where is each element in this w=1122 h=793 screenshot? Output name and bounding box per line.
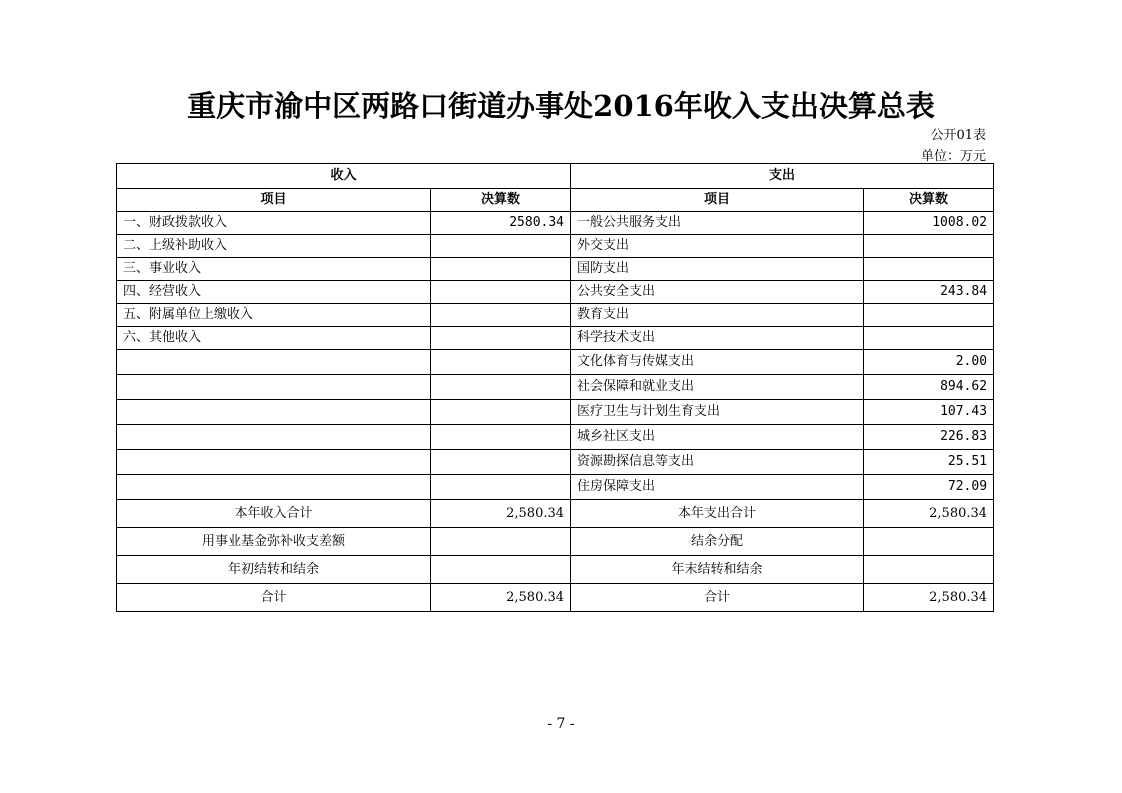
income-item bbox=[117, 375, 431, 400]
income-total-label: 年初结转和结余 bbox=[117, 556, 431, 584]
section-header-row bbox=[117, 164, 994, 189]
income-header: 收入 bbox=[117, 164, 571, 189]
income-item: 一、财政拨款收入 bbox=[117, 212, 431, 235]
expense-amount bbox=[864, 235, 994, 258]
expense-amount: 243.84 bbox=[864, 281, 994, 304]
expense-total-label: 结余分配 bbox=[571, 528, 864, 556]
income-amount bbox=[431, 450, 571, 475]
expense-amount: 894.62 bbox=[864, 375, 994, 400]
expense-item: 国防支出 bbox=[571, 258, 864, 281]
expense-item: 文化体育与传媒支出 bbox=[571, 350, 864, 375]
income-amount bbox=[431, 475, 571, 500]
expense-total-label: 合计 bbox=[571, 584, 864, 612]
expense-amount: 1008.02 bbox=[864, 212, 994, 235]
income-item bbox=[117, 450, 431, 475]
expense-item: 城乡社区支出 bbox=[571, 425, 864, 450]
column-header-row bbox=[117, 189, 994, 212]
income-amount: 2580.34 bbox=[431, 212, 571, 235]
expense-amount: 72.09 bbox=[864, 475, 994, 500]
income-amount bbox=[431, 235, 571, 258]
income-amount-header: 决算数 bbox=[431, 189, 571, 212]
income-item-header: 项目 bbox=[117, 189, 431, 212]
income-amount bbox=[431, 258, 571, 281]
expense-amount bbox=[864, 327, 994, 350]
income-total-label: 用事业基金弥补收支差额 bbox=[117, 528, 431, 556]
expense-header: 支出 bbox=[571, 164, 994, 189]
income-item: 四、经营收入 bbox=[117, 281, 431, 304]
expense-total-label: 年末结转和结余 bbox=[571, 556, 864, 584]
unit-label: 单位：万元 bbox=[920, 149, 986, 164]
income-amount bbox=[431, 281, 571, 304]
income-item: 二、上级补助收入 bbox=[117, 235, 431, 258]
income-amount bbox=[431, 425, 571, 450]
table-row bbox=[117, 350, 994, 375]
income-item bbox=[117, 350, 431, 375]
expense-amount-header: 决算数 bbox=[864, 189, 994, 212]
table-row bbox=[117, 475, 994, 500]
income-total-amount: 2,580.34 bbox=[431, 500, 571, 528]
income-amount bbox=[431, 350, 571, 375]
report-title: 重庆市渝中区两路口街道办事处2016年收入支出决算总表 bbox=[187, 89, 935, 123]
expense-item: 外交支出 bbox=[571, 235, 864, 258]
page-number: - 7 - bbox=[547, 716, 575, 732]
form-code: 公开01表 bbox=[930, 128, 986, 143]
total-row bbox=[117, 500, 994, 528]
expense-item: 科学技术支出 bbox=[571, 327, 864, 350]
income-amount bbox=[431, 375, 571, 400]
income-item: 三、事业收入 bbox=[117, 258, 431, 281]
table-row bbox=[117, 235, 994, 258]
table-row bbox=[117, 375, 994, 400]
table-row bbox=[117, 425, 994, 450]
expense-item: 社会保障和就业支出 bbox=[571, 375, 864, 400]
expense-amount bbox=[864, 304, 994, 327]
income-item bbox=[117, 425, 431, 450]
table-row bbox=[117, 400, 994, 425]
expense-item: 公共安全支出 bbox=[571, 281, 864, 304]
expense-amount: 2.00 bbox=[864, 350, 994, 375]
budget-table bbox=[116, 163, 994, 612]
table-row bbox=[117, 258, 994, 281]
income-amount bbox=[431, 400, 571, 425]
total-row bbox=[117, 556, 994, 584]
income-total-amount bbox=[431, 528, 571, 556]
income-amount bbox=[431, 304, 571, 327]
expense-item: 医疗卫生与计划生育支出 bbox=[571, 400, 864, 425]
expense-item: 住房保障支出 bbox=[571, 475, 864, 500]
expense-total-amount bbox=[864, 528, 994, 556]
income-item bbox=[117, 400, 431, 425]
expense-total-label: 本年支出合计 bbox=[571, 500, 864, 528]
expense-amount: 25.51 bbox=[864, 450, 994, 475]
expense-total-amount: 2,580.34 bbox=[864, 500, 994, 528]
expense-item-header: 项目 bbox=[571, 189, 864, 212]
expense-total-amount: 2,580.34 bbox=[864, 584, 994, 612]
income-item: 六、其他收入 bbox=[117, 327, 431, 350]
table-row bbox=[117, 212, 994, 235]
income-total-label: 合计 bbox=[117, 584, 431, 612]
table-row bbox=[117, 281, 994, 304]
income-item: 五、附属单位上缴收入 bbox=[117, 304, 431, 327]
table-row bbox=[117, 327, 994, 350]
expense-item: 教育支出 bbox=[571, 304, 864, 327]
income-item bbox=[117, 475, 431, 500]
total-row bbox=[117, 528, 994, 556]
income-total-amount: 2,580.34 bbox=[431, 584, 571, 612]
income-amount bbox=[431, 327, 571, 350]
expense-item: 资源勘探信息等支出 bbox=[571, 450, 864, 475]
expense-item: 一般公共服务支出 bbox=[571, 212, 864, 235]
total-row bbox=[117, 584, 994, 612]
expense-amount bbox=[864, 258, 994, 281]
table-row bbox=[117, 450, 994, 475]
income-total-amount bbox=[431, 556, 571, 584]
expense-total-amount bbox=[864, 556, 994, 584]
expense-amount: 226.83 bbox=[864, 425, 994, 450]
table-row bbox=[117, 304, 994, 327]
income-total-label: 本年收入合计 bbox=[117, 500, 431, 528]
expense-amount: 107.43 bbox=[864, 400, 994, 425]
